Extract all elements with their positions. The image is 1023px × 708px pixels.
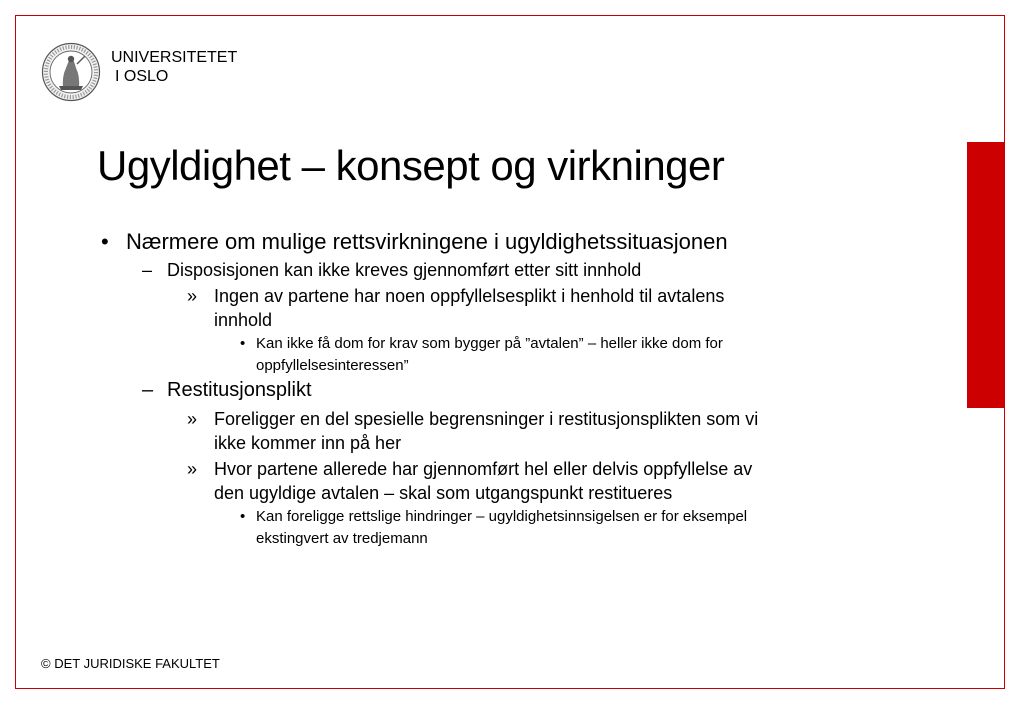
bullet-text-line-2: den ugyldige avtalen – skal som utgangspunkt restitueres	[214, 483, 673, 503]
bullet-text: Disposisjonen kan ikke kreves gjennomført etter sitt innhold	[167, 260, 642, 280]
dash-marker: –	[142, 260, 153, 280]
university-seal-icon	[41, 42, 101, 102]
bullet-text-line-1: Hvor partene allerede har gjennomført hel eller delvis oppfyllelse av	[214, 459, 753, 479]
dot-marker: •	[240, 335, 246, 352]
chevron-marker: »	[187, 409, 198, 429]
bullet-text-line-2: ikke kommer inn på her	[214, 433, 402, 453]
brand-line-1: UNIVERSITETET	[111, 49, 238, 66]
bullet-text-line-2: innhold	[214, 310, 273, 330]
bullet-text: Nærmere om mulige rettsvirkningene i ugyldighetssituasjonen	[126, 229, 728, 254]
dot-marker: •	[240, 508, 246, 525]
chevron-marker: »	[187, 286, 198, 306]
bullet-text-line-1: Foreligger en del spesielle begrensninger i restitusjonsplikten som vi	[214, 409, 759, 429]
brand-line-2: I OSLO	[115, 68, 169, 85]
bullet-text-line-1: Ingen av partene har noen oppfyllelsesplikt i henhold til avtalens	[214, 286, 725, 306]
bullet-text-line-2: ekstingvert av tredjemann	[256, 530, 428, 547]
university-name	[111, 48, 237, 86]
bullet-text-line-1: Kan foreligge rettslige hindringer – ugyldighetsinnsigelsen er for eksempel	[256, 508, 748, 525]
bullet-text-line-1: Kan ikke få dom for krav som bygger på ”avtalen” – heller ikke dom for	[256, 335, 723, 352]
dash-marker: –	[142, 379, 154, 401]
chevron-marker: »	[187, 459, 198, 479]
red-accent-bar	[967, 142, 1005, 408]
bullet-text: Restitusjonsplikt	[167, 379, 312, 401]
slide-title: Ugyldighet – konsept og virkninger	[97, 142, 725, 189]
footer-faculty: © DET JURIDISKE FAKULTET	[41, 656, 220, 671]
bullet-text-line-2: oppfyllelsesinteressen”	[256, 357, 409, 374]
bullet-marker: •	[101, 229, 109, 254]
